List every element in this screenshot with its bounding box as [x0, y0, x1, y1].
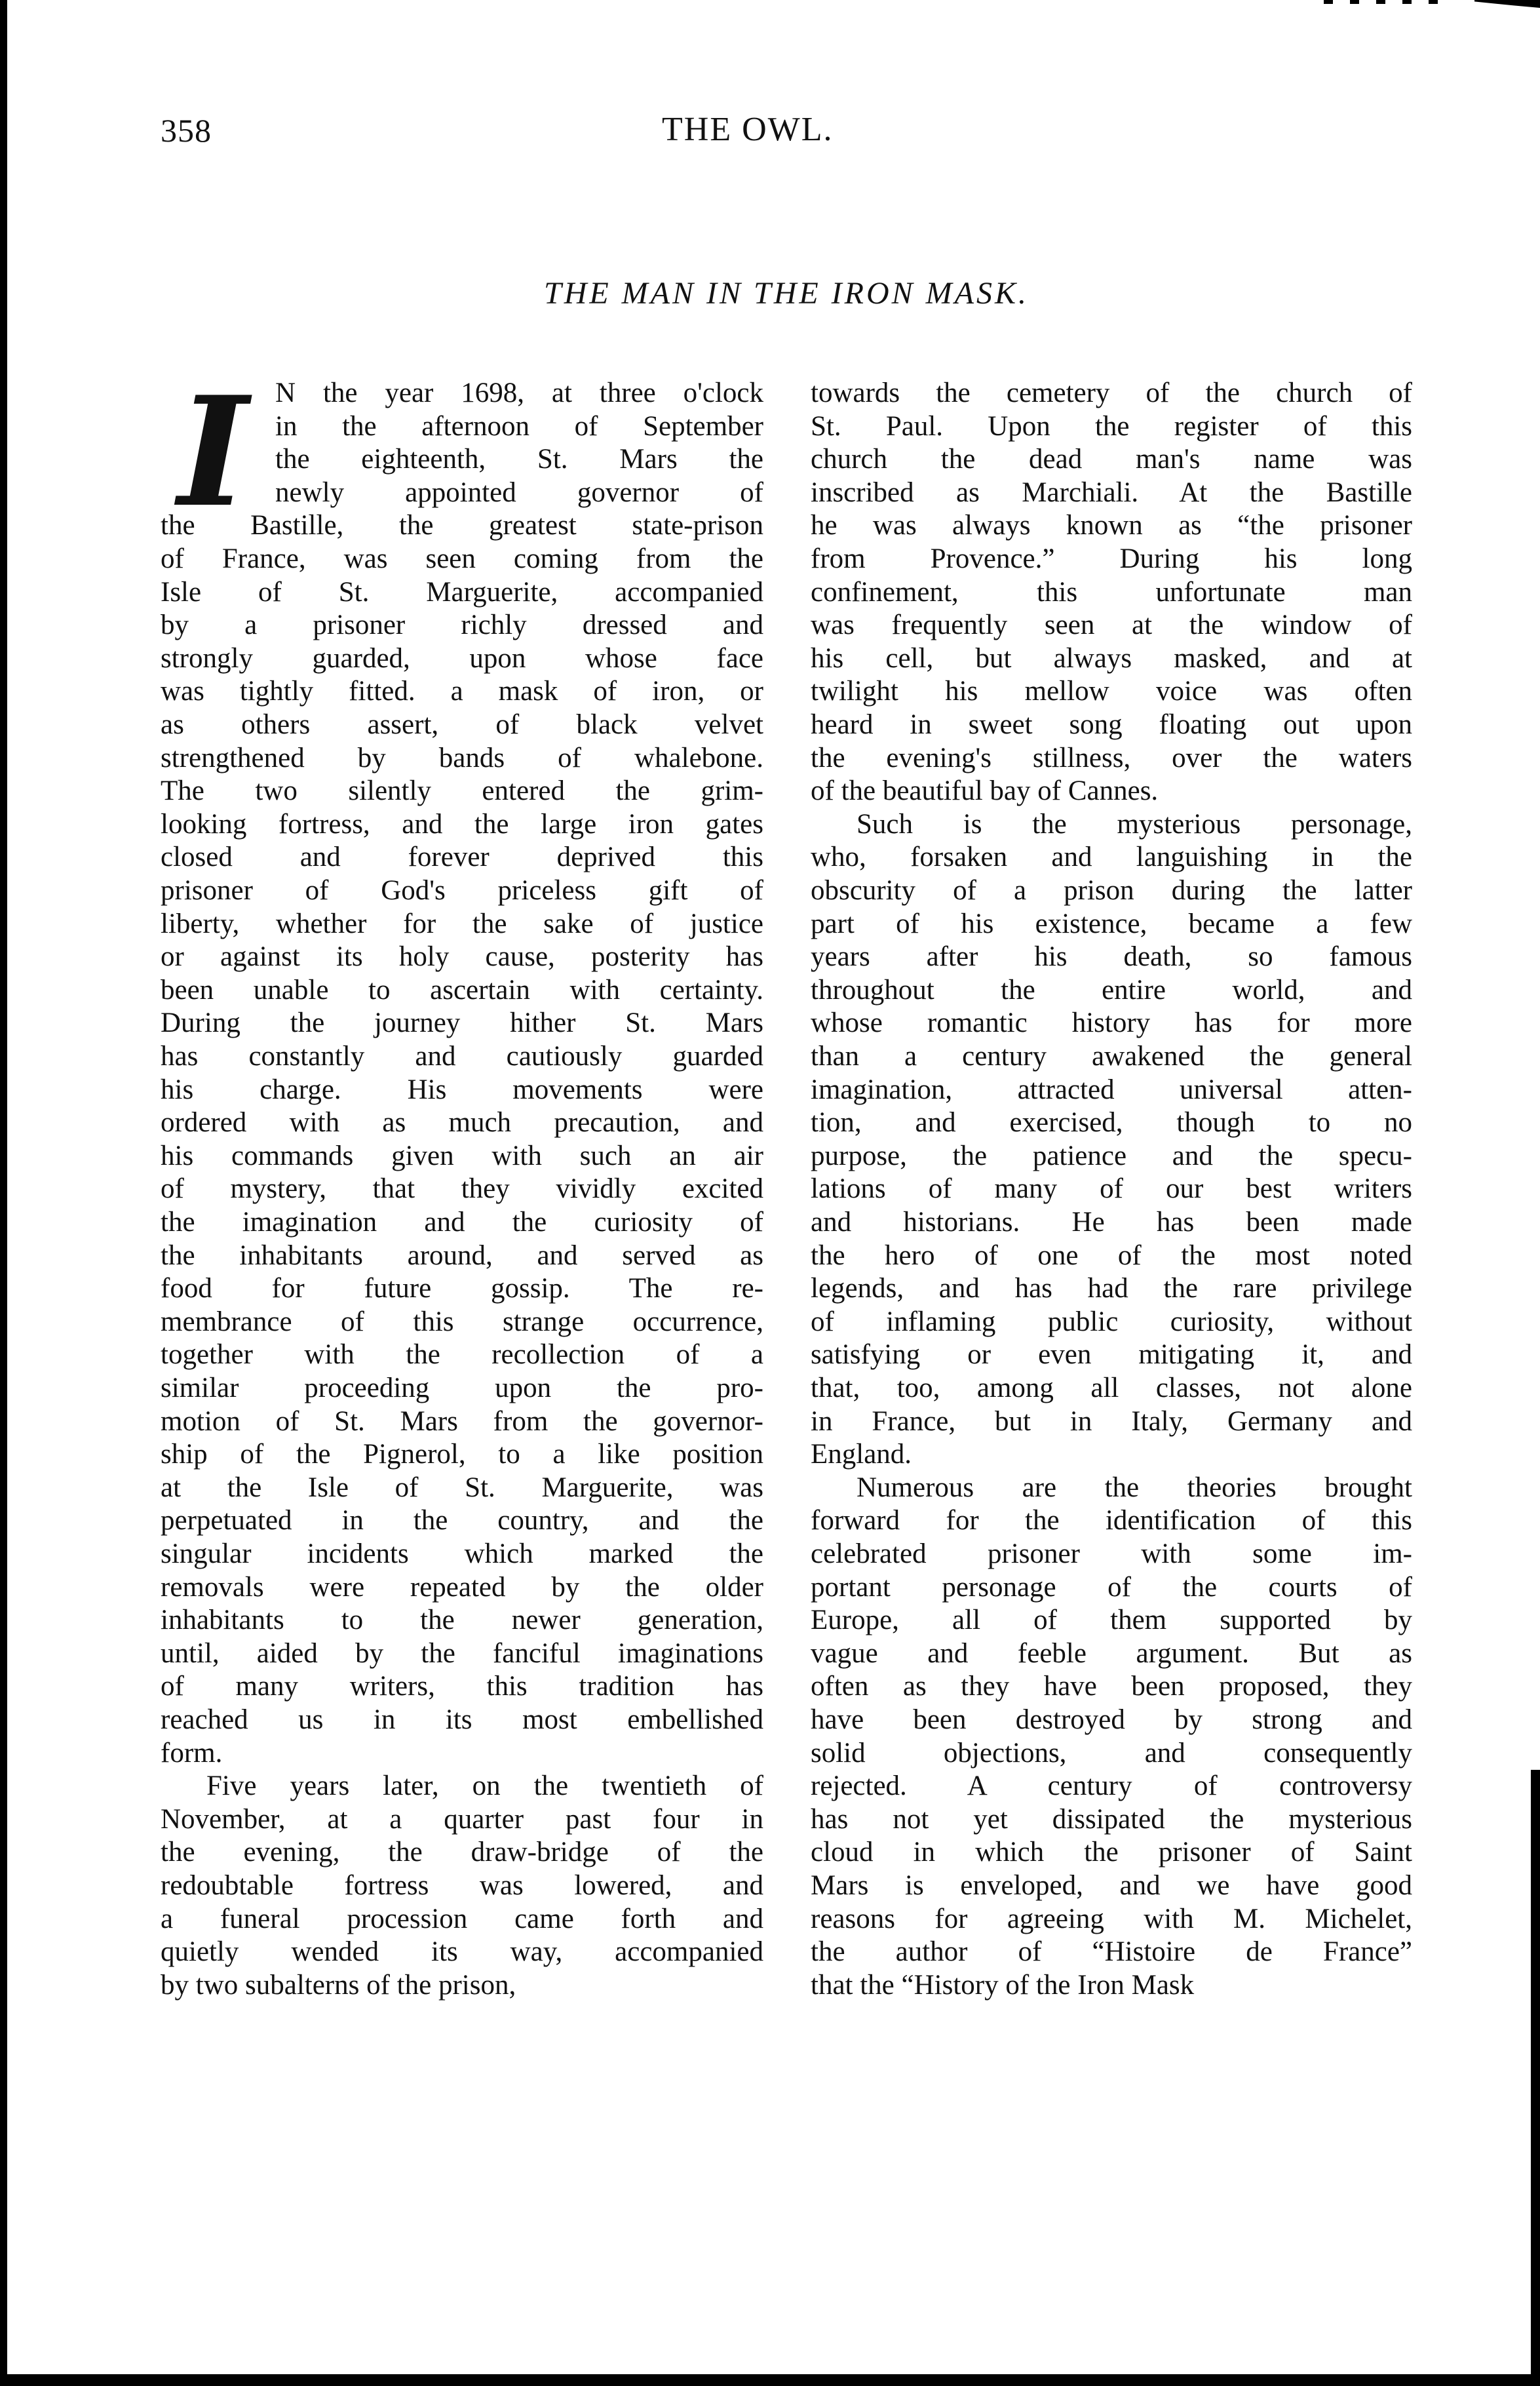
text-line: of inflaming public curiosity, without [811, 1306, 1412, 1337]
text-line: ordered with as much precaution, and [161, 1107, 763, 1139]
text-line: lations of many of our best writers [811, 1173, 1412, 1205]
text-line: the Bastille, the greatest state-prison [161, 510, 763, 541]
text-line: twilight his mellow voice was often [811, 676, 1412, 707]
text-line: his charge. His movements were [161, 1074, 763, 1105]
text-line: liberty, whether for the sake of justice [161, 908, 763, 939]
text-line: Mars is enveloped, and we have good [811, 1870, 1412, 1901]
text-line: rejected. A century of controversy [811, 1770, 1412, 1802]
text-line: been unable to ascertain with certainty. [161, 974, 763, 1006]
text-line: satisfying or even mitigating it, and [811, 1339, 1412, 1371]
text-line: reasons for agreeing with M. Michelet, [811, 1903, 1412, 1934]
running-head: THE OWL. [662, 111, 834, 148]
text-line: have been destroyed by strong and [811, 1704, 1412, 1735]
text-line: the evening's stillness, over the waters [811, 742, 1412, 773]
text-line: strongly guarded, upon whose face [161, 642, 763, 674]
text-line: of France, was seen coming from the [161, 543, 763, 574]
text-line: the imagination and the curiosity of [161, 1207, 763, 1238]
text-line: looking fortress, and the large iron gates [161, 808, 763, 840]
text-line: Europe, all of them supported by [811, 1605, 1412, 1636]
text-line: tion, and exercised, though to no [811, 1107, 1412, 1139]
text-line: food for future gossip. The re- [161, 1273, 763, 1304]
text-line: form. [161, 1737, 223, 1769]
text-line: similar proceeding upon the pro- [161, 1373, 763, 1403]
text-line: Isle of St. Marguerite, accompanied [161, 576, 763, 608]
text-line: membrance of this strange occurrence, [161, 1306, 763, 1337]
text-line: has not yet dissipated the mysterious [811, 1803, 1412, 1835]
text-line: November, at a quarter past four in [161, 1803, 763, 1835]
text-line: vague and feeble argument. But as [811, 1637, 1412, 1669]
text-line: prisoner of God's priceless gift of [161, 875, 763, 906]
text-line: obscurity of a prison during the latter [811, 875, 1412, 906]
text-line: a funeral procession came forth and [161, 1903, 763, 1934]
text-line: from Provence.” During his long [811, 543, 1412, 574]
text-line: as others assert, of black velvet [161, 709, 763, 740]
text-line: England. [811, 1439, 912, 1470]
text-line: The two silently entered the grim- [161, 775, 763, 807]
text-line: legends, and has had the rare privilege [811, 1273, 1412, 1304]
text-line: years after his death, so famous [811, 941, 1412, 973]
text-line: and historians. He has been made [811, 1207, 1412, 1238]
text-line: St. Paul. Upon the register of this [811, 410, 1412, 442]
text-line: closed and forever deprived this [161, 842, 763, 873]
text-line: ship of the Pignerol, to a like position [161, 1439, 763, 1470]
text-line: throughout the entire world, and [811, 974, 1412, 1006]
text-line: During the journey hither St. Mars [161, 1007, 763, 1039]
text-line: was frequently seen at the window of [811, 610, 1412, 641]
text-line: motion of St. Mars from the governor- [161, 1405, 763, 1437]
text-line: by two subalterns of the prison, [161, 1969, 516, 2001]
text-line: the author of “Histoire de France” [811, 1936, 1412, 1968]
text-line: reached us in its most embellished [161, 1704, 763, 1735]
scan-edge-bottom [0, 2374, 1540, 2386]
text-line: the hero of one of the most noted [811, 1240, 1412, 1271]
text-line: solid objections, and consequently [811, 1737, 1412, 1769]
text-line: confinement, this unfortunate man [811, 576, 1412, 608]
text-line: than a century awakened the general [811, 1041, 1412, 1072]
text-line: Five years later, on the twentieth of [206, 1770, 763, 1802]
text-line: inhabitants to the newer generation, [161, 1605, 763, 1636]
text-line: Such is the mysterious personage, [857, 808, 1412, 840]
text-line: redoubtable fortress was lowered, and [161, 1870, 763, 1901]
text-line: he was always known as “the prisoner [811, 510, 1412, 541]
text-line: often as they have been proposed, they [811, 1671, 1412, 1702]
scan-edge-top-right [1474, 0, 1540, 8]
text-line: purpose, the patience and the specu- [811, 1140, 1412, 1171]
text-line: portant personage of the courts of [811, 1571, 1412, 1603]
text-line: imagination, attracted universal atten- [811, 1074, 1412, 1105]
article-title: THE MAN IN THE IRON MASK. [544, 276, 1029, 311]
scan-edge-left [0, 0, 7, 2386]
text-line: together with the recollection of a [161, 1339, 763, 1371]
text-line: singular incidents which marked the [161, 1538, 763, 1569]
text-line: of many writers, this tradition has [161, 1671, 763, 1702]
text-line: of mystery, that they vividly excited [161, 1173, 763, 1205]
text-line: that the “History of the Iron Mask [811, 1969, 1195, 2001]
text-line: was tightly fitted. a mask of iron, or [161, 676, 763, 707]
text-line: whose romantic history has for more [811, 1007, 1412, 1039]
text-line: his cell, but always masked, and at [811, 642, 1412, 674]
text-line: part of his existence, became a few [811, 908, 1412, 939]
text-line: of the beautiful bay of Cannes. [811, 775, 1159, 807]
text-line: heard in sweet song floating out upon [811, 709, 1412, 740]
text-line: until, aided by the fanciful imaginations [161, 1637, 763, 1669]
text-line: forward for the identification of this [811, 1505, 1412, 1536]
text-line: the eighteenth, St. Mars the [275, 444, 763, 475]
text-line: at the Isle of St. Marguerite, was [161, 1472, 763, 1503]
text-line: Numerous are the theories brought [857, 1472, 1412, 1503]
scan-specks [1324, 0, 1455, 4]
text-line: has constantly and cautiously guarded [161, 1041, 763, 1072]
text-line: by a prisoner richly dressed and [161, 610, 763, 641]
text-line: newly appointed governor of [275, 477, 763, 508]
text-line: quietly wended its way, accompanied [161, 1936, 763, 1968]
text-line: that, too, among all classes, not alone [811, 1373, 1412, 1403]
text-line: in the afternoon of September [275, 410, 763, 442]
text-line: inscribed as Marchiali. At the Bastille [811, 477, 1412, 508]
text-line: the inhabitants around, and served as [161, 1240, 763, 1271]
drop-cap: I [178, 364, 248, 541]
text-line: N the year 1698, at three o'clock [275, 378, 763, 408]
text-line: towards the cemetery of the church of [811, 378, 1412, 408]
text-line: in France, but in Italy, Germany and [811, 1405, 1412, 1437]
text-line: cloud in which the prisoner of Saint [811, 1837, 1412, 1868]
text-line: or against its holy cause, posterity has [161, 941, 763, 973]
text-line: perpetuated in the country, and the [161, 1505, 763, 1536]
text-line: strengthened by bands of whalebone. [161, 742, 763, 773]
text-line: the evening, the draw-bridge of the [161, 1837, 763, 1868]
page-number: 358 [161, 112, 212, 149]
scan-edge-right [1531, 1770, 1540, 2386]
text-line: who, forsaken and languishing in the [811, 842, 1412, 873]
text-line: his commands given with such an air [161, 1140, 763, 1171]
text-line: celebrated prisoner with some im- [811, 1538, 1412, 1569]
text-line: removals were repeated by the older [161, 1571, 763, 1603]
text-line: church the dead man's name was [811, 444, 1412, 475]
